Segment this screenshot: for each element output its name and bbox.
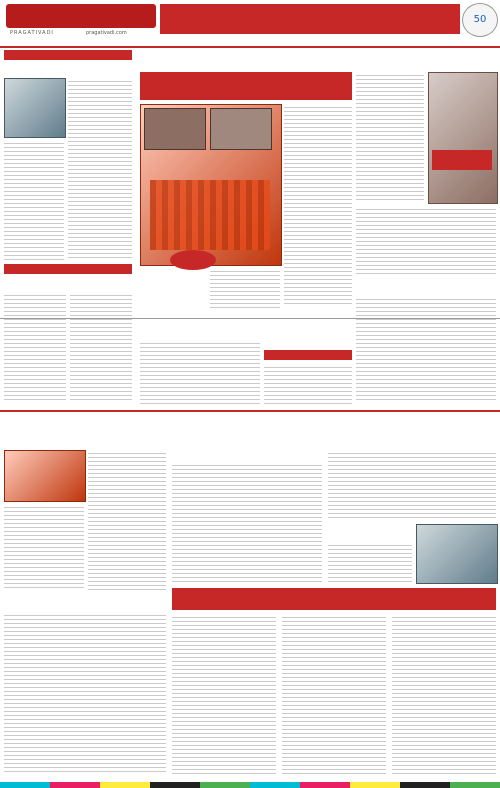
lower-left-sub-headline[interactable] (4, 594, 166, 610)
chariot-illustration-2 (210, 108, 272, 150)
color-swatch-1 (50, 782, 100, 788)
chariot-illustration (144, 108, 206, 150)
right-body (356, 72, 424, 202)
bottom-band-headline-bar (172, 588, 496, 610)
logo-text (10, 6, 152, 26)
left-top-body-2 (4, 140, 64, 260)
dateline (220, 36, 490, 45)
lower-left-body-2 (4, 504, 84, 590)
color-swatch-2 (100, 782, 150, 788)
bottom-body-1 (172, 614, 276, 774)
left-second-body-2 (70, 292, 132, 402)
left-top-photo (4, 78, 66, 138)
color-swatch-6 (300, 782, 350, 788)
masthead-rule (0, 46, 500, 48)
lower-rule (0, 410, 500, 412)
lower-left-body (88, 450, 166, 590)
lower-center-label (172, 414, 322, 424)
mid-band-body-2 (264, 364, 352, 406)
website: pragativadi.com (86, 30, 127, 36)
left-top-body (68, 78, 132, 258)
color-swatch-5 (250, 782, 300, 788)
left-top-label-bar (4, 50, 132, 60)
right-body-2 (356, 206, 496, 276)
anniversary-badge: 50 (462, 3, 498, 37)
bottom-body-3 (392, 614, 496, 774)
lead-headline-bar (140, 72, 352, 100)
right-body-3 (356, 296, 496, 402)
mid-band-body (140, 340, 260, 406)
bottom-band-label (172, 578, 496, 587)
lower-right-photo (416, 524, 498, 584)
color-swatch-8 (400, 782, 450, 788)
section-banner (160, 4, 460, 34)
color-swatch-4 (200, 782, 250, 788)
lower-right-headline[interactable] (328, 426, 496, 446)
temple-photo (428, 72, 498, 204)
print-color-bar (0, 782, 500, 788)
lower-right-sub-headline[interactable] (328, 524, 412, 540)
lower-left-headline[interactable] (4, 426, 166, 446)
left-second-body (4, 292, 66, 402)
left-top-headline[interactable] (4, 62, 132, 76)
mid-band-headline[interactable] (140, 320, 496, 338)
lead-kicker[interactable] (140, 50, 352, 70)
lower-center-headline-2[interactable] (172, 442, 322, 458)
lead-body (284, 104, 352, 304)
lower-right-label (328, 414, 496, 424)
logo-subtitle: PRAGATIVADI (10, 30, 54, 36)
mid-band-label-bar (264, 350, 352, 360)
left-second-label-bar (4, 264, 132, 274)
left-second-headline[interactable] (4, 276, 132, 290)
lead-body-2 (210, 268, 280, 308)
lead-badge (170, 250, 216, 270)
lower-right-body-2 (328, 542, 412, 582)
lower-left-body-3 (4, 612, 166, 772)
lower-right-body (328, 450, 496, 520)
right-sub-headline[interactable] (356, 280, 496, 294)
temple-photo-caption (432, 150, 492, 170)
horse-figures (150, 180, 270, 250)
color-swatch-3 (150, 782, 200, 788)
lower-center-body (172, 462, 322, 582)
right-headline[interactable] (356, 50, 496, 68)
mid-rule (0, 318, 500, 319)
color-swatch-0 (0, 782, 50, 788)
lower-left-label (4, 414, 166, 424)
lower-center-headline-1[interactable] (172, 426, 322, 442)
lower-left-photo (4, 450, 86, 502)
color-swatch-7 (350, 782, 400, 788)
bottom-body-2 (282, 614, 386, 774)
color-swatch-9 (450, 782, 500, 788)
